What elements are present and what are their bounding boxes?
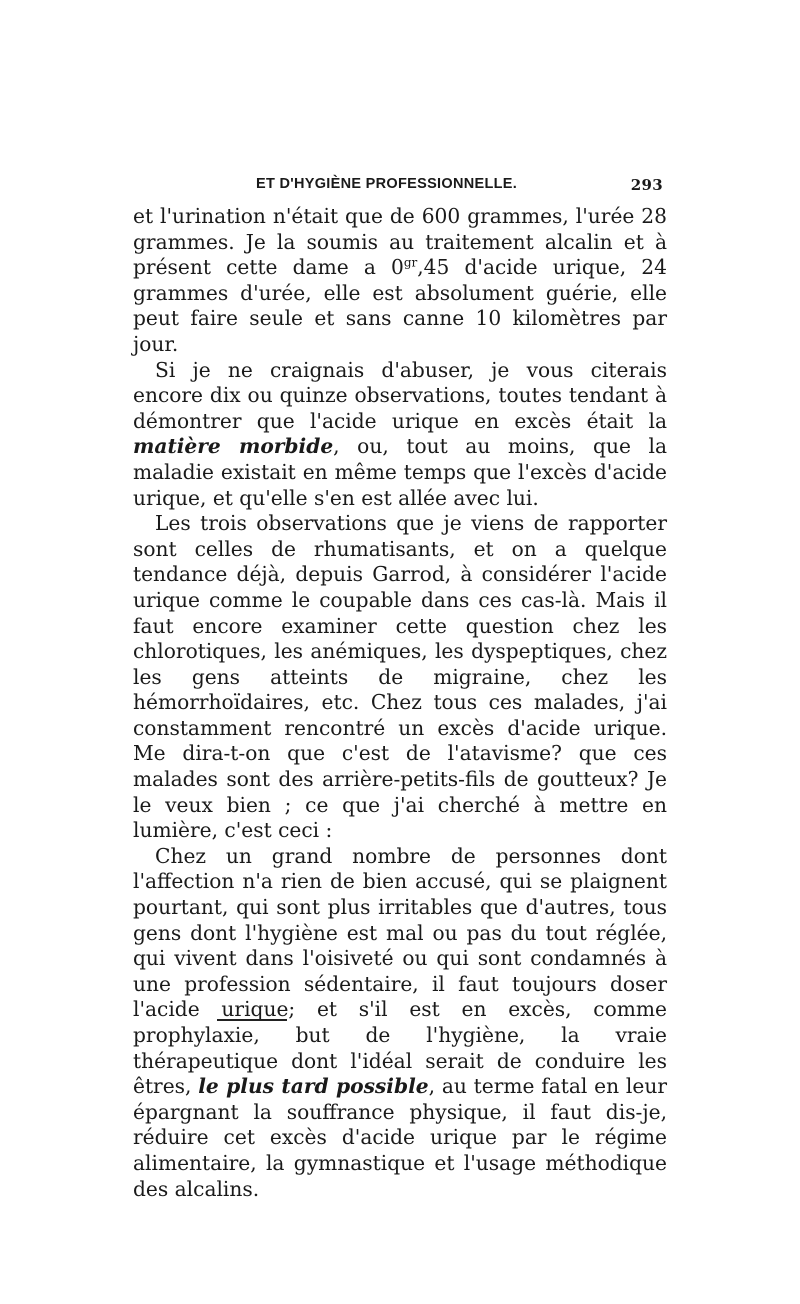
page — [133, 172, 667, 1202]
unit-superscript: gr — [403, 255, 418, 270]
emphasis-text: le plus tard possible — [198, 1074, 429, 1099]
paragraph-text: Si je ne craignais d'abuser, je vous citerais encore dix ou quinze observations, toutes tendant à démontrer que l'acide urique en excès était la — [133, 357, 667, 433]
running-head — [133, 172, 667, 198]
paragraph-1 — [133, 204, 667, 358]
running-head-title: ET D'HYGIÈNE PROFESSIONNELLE. — [256, 176, 518, 192]
emphasis-text: matière morbide — [133, 434, 334, 459]
paragraph-text: Les trois observations que je viens de rapporter sont celles de rhumatisants, et on a quelque tendance déjà, depuis Garrod, à considérer l'acide urique comme le coupable dans ces cas-là. Mais il faut encore examiner cette question chez les chlorotiques, les anémiques, les dyspeptiques, chez les gens atteints de migraine, chez les hémorrhoïdaires, etc. Chez tous ces malades, j'ai constamment rencontré un excès d'acide urique. Me dira-t-on que c'est de l'atavisme? que ces malades sont des arrière-petits-fils de goutteux? Je le veux bien ; ce que j'ai cherché à mettre en lumière, c'est ceci : — [133, 511, 667, 843]
paragraph-2 — [133, 358, 667, 512]
page-number: 293 — [630, 176, 663, 194]
paragraph-text: , au terme fatal en leur épargnant la souffrance physique, il faut dis-je, réduire cet excès d'acide urique par le régime alimentaire, la gymnastique et l'usage méthodique des alcalins. — [133, 1074, 667, 1201]
paragraph-text: Chez un grand nombre de personnes dont l'affection n'a rien de bien accusé, qui se plaignent pourtant, qui sont plus irritables que d'autres, tous gens dont l'hygiène est mal ou pas du tout réglée, qui vivent dans l'oisiveté ou qui sont condamnés à une profession sédentaire, il faut toujours doser l'acide urique; et s'il est en excès, comme prophylaxie, but de l'hygiène, la vraie thérapeutique dont l'idéal serait de conduire les êtres, — [133, 843, 667, 1099]
body-text — [133, 204, 667, 1202]
paragraph-3 — [133, 511, 667, 844]
section-end-rule — [217, 1019, 287, 1021]
paragraph-text: , ou, tout au moins, que la maladie existait en même temps que l'excès d'acide urique, et qu'elle s'en est allée avec lui. — [133, 434, 667, 510]
paragraph-text: ,45 d'acide urique, 24 grammes d'urée, elle est absolument guérie, elle peut faire seule et sans canne 10 kilomètres par jour. — [133, 255, 667, 356]
paragraph-text: et l'urination n'était que de 600 grammes, l'urée 28 grammes. Je la soumis au traitement alcalin et à présent cette dame a 0 — [133, 204, 667, 280]
paragraph-4 — [133, 844, 667, 1202]
